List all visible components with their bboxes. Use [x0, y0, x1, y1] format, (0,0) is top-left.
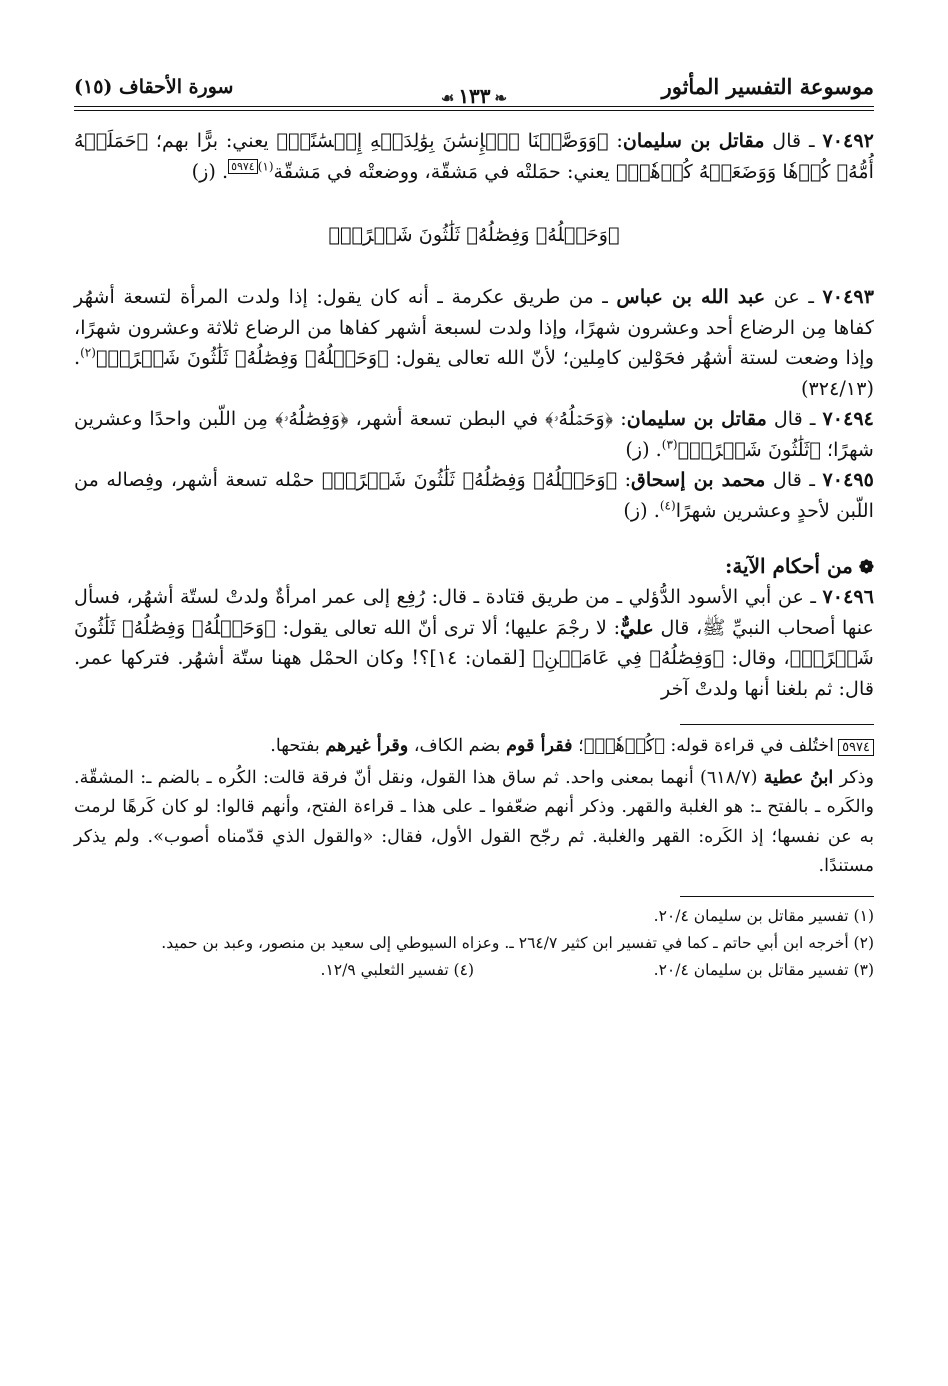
narration-70493: [74, 282, 874, 404]
narration-number: ٧٠٤٩٢: [822, 129, 874, 152]
narration-70492: [74, 126, 874, 187]
text: . (ز): [191, 159, 229, 183]
text: ـ عن: [765, 285, 823, 308]
text: بفتحها.: [270, 736, 326, 756]
page: [74, 60, 874, 1340]
quran-quote: ﴿ثَلَٰثُونَ شَهۡرًاۚ﴾: [677, 437, 821, 461]
surah-reference: [لقمان: ١٤]: [429, 646, 533, 669]
quran-quote: ﴿كُرۡهٗاۖ﴾: [583, 736, 665, 756]
footnote-3: (٣) تفسير مقاتل بن سليمان ٢٠/٤.: [653, 960, 874, 979]
narration-number: ٧٠٤٩٤: [822, 407, 874, 430]
footnote-ref[interactable]: (٢): [80, 345, 96, 360]
quran-quote: ﴿وَحَمۡلُهُۥ وَفِصَٰلُهُۥ ثَلَٰثُونَ شَهۡرًاۚ﴾: [95, 346, 389, 369]
surah-title: سورة الأحقاف (١٥): [74, 76, 234, 98]
verse-heading: ﴿وَحَمۡلُهُۥ وَفِصَٰلُهُۥ ثَلَٰثُونَ شَهۡرًاۚ﴾: [328, 223, 620, 246]
narrator-name: عبد الله بن عباس: [616, 285, 766, 308]
footnote-4: (٤) تفسير الثعلبي ١٢/٩.: [320, 960, 474, 979]
text: :: [617, 468, 632, 491]
text: ؛: [572, 736, 584, 756]
footnote-ref[interactable]: (٤): [659, 498, 676, 513]
narrator-name: عليٌّ: [620, 615, 654, 639]
ornament-icon: ☙: [440, 89, 455, 107]
quran-quote: ﴿وَحَمۡلُهُۥ﴾: [545, 407, 614, 430]
commentary-ref[interactable]: ٥٩٧٤: [228, 159, 258, 174]
text: ، وقال:: [724, 646, 790, 669]
text: :: [608, 129, 623, 152]
quran-quote: ﴿وَفِصَٰلُهُۥ﴾: [275, 407, 349, 430]
header-divider: [74, 106, 874, 111]
footnote-ref[interactable]: (٣): [661, 437, 678, 452]
footnote-ref[interactable]: (١): [257, 159, 274, 174]
narrator-name: مقاتل بن سليمان: [626, 407, 767, 430]
text: اختُلف في قراءة قوله:: [664, 736, 835, 756]
text: (٦١٨/٧) أنهما بمعنى واحد. ثم ساق هذا القول، ونقل أنّ فرقة قالت: الكُره ـ بالضم ـ: المشقّة. والكَره ـ بالفتح ـ: هو الغلبة والقهر. وذكر أنهم ضعّفوا ـ على هذا ـ قراءة الفتح، وأنهم قالوا: لو كان كَرهًا لرمت به عن نفسها؛ إذ الكَره: القهر والغلبة. ثم رجّح القول الأول، فقال: «والقول الذي قدّمناه أصوب». ولم يذكر مستندًا.: [74, 767, 874, 876]
text: وذكر: [833, 767, 874, 788]
text: ـ قال: [766, 407, 823, 430]
section-heading: [74, 554, 874, 578]
bold-text: وقرأ غيرهم: [325, 735, 409, 756]
footnotes: [74, 903, 874, 984]
book-title: موسوعة التفسير المأثور: [661, 74, 874, 99]
ornament-icon: ❧: [494, 89, 508, 107]
quran-quote: ﴿حَمَلَتۡهُ أُمُّهُۥ كُرۡهٗا وَوَضَعَتۡهُ كُرۡهٗاۖ﴾: [74, 129, 874, 183]
bold-text: فقرأ قوم: [506, 735, 573, 756]
text: حمْله تسعة أشهر، وفِصاله من اللّبن لأحدٍ وعشرين شهرًا: [74, 468, 874, 522]
text: . (٣٢٤/١٣): [74, 346, 874, 400]
narration-70496: [74, 582, 874, 704]
footnote-1: (١) تفسير مقاتل بن سليمان ٢٠/٤.: [653, 906, 874, 925]
quran-quote: ﴿وَحَمۡلُهُۥ وَفِصَٰلُهُۥ ثَلَٰثُونَ شَهۡرًاۚ﴾: [321, 468, 618, 491]
text: :: [613, 407, 627, 430]
text: : لا رجْمَ عليها؛ ألا ترى أنّ الله تعالى يقول:: [275, 615, 621, 639]
narration-number: ٧٠٤٩٥: [822, 468, 874, 491]
flower-ornament-icon: ❁: [858, 557, 874, 578]
scholar-name: ابنُ عطية: [763, 766, 834, 788]
text: يعني: برًّا بهم؛: [148, 129, 277, 152]
text: ـ من طريق عكرمة ـ أنه كان يقول: إذا ولدت المرأة لتسعة أشهُر كفاها مِن الرضاع أحد وعشرون شهرًا، وإذا ولدت لسبعة أشهر كفاها من الرضاع ثلاثة وعشرون شهرًا، وإذا وضعت لستة أشهُر فحَوْلين كامِلين؛ لأنّ الله تعالى يقول:: [74, 285, 874, 369]
quran-quote: ﴿وَوَصَّيۡنَا ٱلۡإِنسَٰنَ بِوَٰلِدَيۡهِ إِحۡسَٰنًاۖ﴾: [276, 129, 609, 152]
footnote-row: [74, 957, 874, 984]
narrator-name: محمد بن إسحاق: [631, 468, 766, 491]
quran-quote: ﴿وَفِصَٰلُهُۥ فِي عَامَيۡنِ﴾: [532, 646, 725, 669]
text: . (ز): [623, 498, 660, 522]
page-number: ١٣٣: [458, 84, 491, 108]
narrator-name: مقاتل بن سليمان: [622, 129, 765, 152]
text: في البطن تسعة أشهر،: [348, 407, 546, 430]
narration-number: ٧٠٤٩٦: [822, 585, 874, 608]
text: ـ قال: [765, 468, 823, 491]
text: مِن اللّبن واحدًا وعشرين شهرًا؛: [74, 407, 874, 461]
footnote-2: (٢) أخرجه ابن أبي حاتم ـ كما في تفسير ابن كثير ٢٦٤/٧ ـ. وعزاه السيوطي إلى سعيد بن منصور، وعبد بن حميد.: [161, 933, 874, 952]
text: ـ عن أبي الأسود الدُّؤلي ـ من طريق قتادة ـ قال: رُفِع إلى عمر امرأةٌ ولدتْ لستّة أشهُر، فسأل عنها أصحاب النبيِّ ﷺ، قال: [74, 585, 874, 639]
commentary-note: [74, 731, 874, 882]
narration-number: ٧٠٤٩٣: [822, 285, 874, 308]
text: . (ز): [625, 437, 662, 461]
narration-70495: [74, 465, 874, 526]
text: ـ قال: [764, 129, 823, 152]
page-header: [74, 60, 874, 116]
text: بضم الكاف،: [408, 736, 507, 756]
narration-70494: [74, 404, 874, 465]
text: ؟! وكان الحمْل ههنا ستّة أشهُر. فتركها عمر. قال: ثم بلغنا أنها ولدتْ آخر: [74, 646, 874, 700]
commentary-number: ٥٩٧٤: [838, 739, 874, 756]
section-title: من أحكام الآية:: [724, 554, 853, 578]
quran-quote: ﴿وَحَمۡلُهُۥ وَفِصَٰلُهُۥ ثَلَٰثُونَ شَهۡرًاۚ﴾: [74, 615, 875, 669]
text: يعني: حمَلتْه في مَشقّة، ووضعتْه في مَشقّة: [273, 159, 616, 183]
